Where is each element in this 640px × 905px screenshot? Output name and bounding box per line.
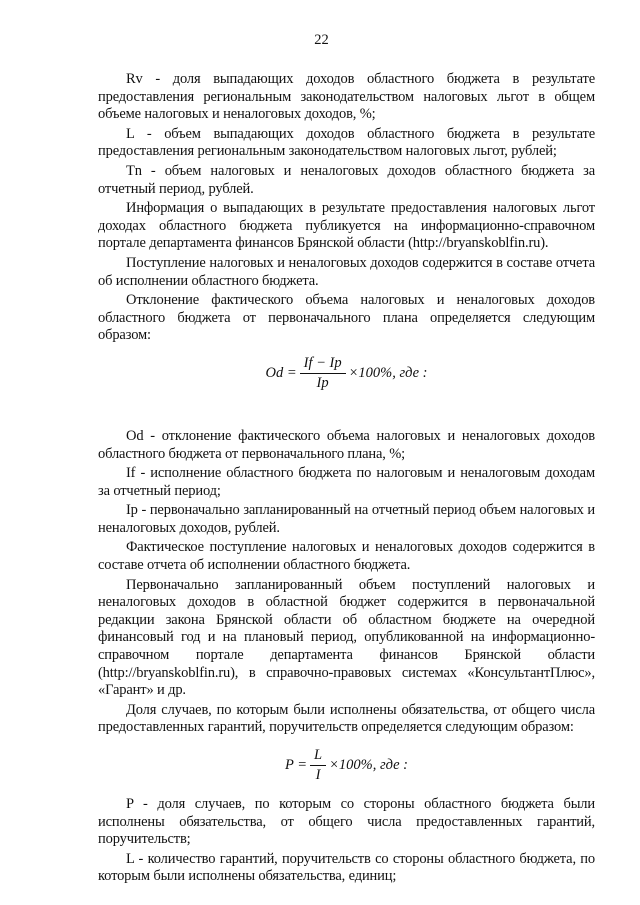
paragraph-planned-revenue: Первоначально запланированный объем поступлений налоговых и неналоговых доходов в областной бюджет содержится в первоначальной редакции закона Брянской области об областном бюджете на очередной финансовый год и на плановый период, опубликованной на информационно-справочном портале департамента финансов Брянской области (http://bryanskoblfin.ru), в справочно-правовых системах «КонсультантПлюс», «Гарант» и др. <box>98 576 595 699</box>
paragraph-od-definition: Od - отклонение фактического объема налоговых и неналоговых доходов областного бюджета от первоначального плана, %; <box>98 427 595 462</box>
spacer <box>98 404 595 428</box>
formula-p-rhs: ×100%, где : <box>329 757 408 773</box>
paragraph-rv-definition: Rv - доля выпадающих доходов областного бюджета в результате предоставления региональным законодательством налоговых льгот в общем объеме налоговых и неналоговых доходов, %; <box>98 71 595 123</box>
paragraph-deviation-intro: Отклонение фактического объема налоговых и неналоговых доходов областного бюджета от первоначального плана определяется следующим образом: <box>98 292 595 344</box>
paragraph-revenue-report: Поступление налоговых и неналоговых доходов содержится в составе отчета об исполнении областного бюджета. <box>98 254 595 289</box>
paragraph-tn-definition: Tn - объем налоговых и неналоговых доходов областного бюджета за отчетный период, рублей. <box>98 162 595 197</box>
formula-od-fraction <box>300 355 346 392</box>
formula-p-fraction <box>310 747 326 784</box>
paragraph-tax-benefits-info: Информация о выпадающих в результате предоставления налоговых льгот доходах областного бюджета публикуется на информационно-справочном портале департамента финансов Брянской области (http://bryanskoblfin.ru). <box>98 200 595 252</box>
paragraph-p-definition: P - доля случаев, по которым со стороны областного бюджета были исполнены обязательства, от общего числа предоставленных гарантий, поручительств; <box>98 796 595 848</box>
paragraph-ip-definition: Ip - первоначально запланированный на отчетный период объем налоговых и неналоговых доходов, рублей. <box>98 502 595 536</box>
page-number: 22 <box>314 32 329 48</box>
paragraph-l-count-definition: L - количество гарантий, поручительств со стороны областного бюджета, по которым были исполнены обязательства, единиц; <box>98 850 595 885</box>
paragraph-l-definition: L - объем выпадающих доходов областного бюджета в результате предоставления региональным законодательством налоговых льгот, рублей; <box>98 125 595 160</box>
paragraph-guarantees-intro: Доля случаев, по которым были исполнены обязательства, от общего числа предоставленных гарантий, поручительств определяется следующим образом: <box>98 701 595 736</box>
formula-od-lhs: Od = <box>265 364 297 381</box>
formula-p <box>98 747 595 784</box>
paragraph-actual-revenue: Фактическое поступление налоговых и неналоговых доходов содержится в составе отчета об исполнении областного бюджета. <box>98 539 595 574</box>
formula-od-denominator: Ip <box>316 374 329 391</box>
formula-p-lhs: P = <box>284 757 307 773</box>
formula-od-rhs: ×100%, где : <box>348 364 428 381</box>
formula-od <box>98 355 595 392</box>
paragraph-if-definition: If - исполнение областного бюджета по налоговым и неналоговым доходам за отчетный период; <box>98 465 595 499</box>
formula-p-numerator: L <box>310 747 326 766</box>
formula-od-numerator: If − Ip <box>300 355 346 374</box>
formula-p-denominator: I <box>315 767 321 783</box>
